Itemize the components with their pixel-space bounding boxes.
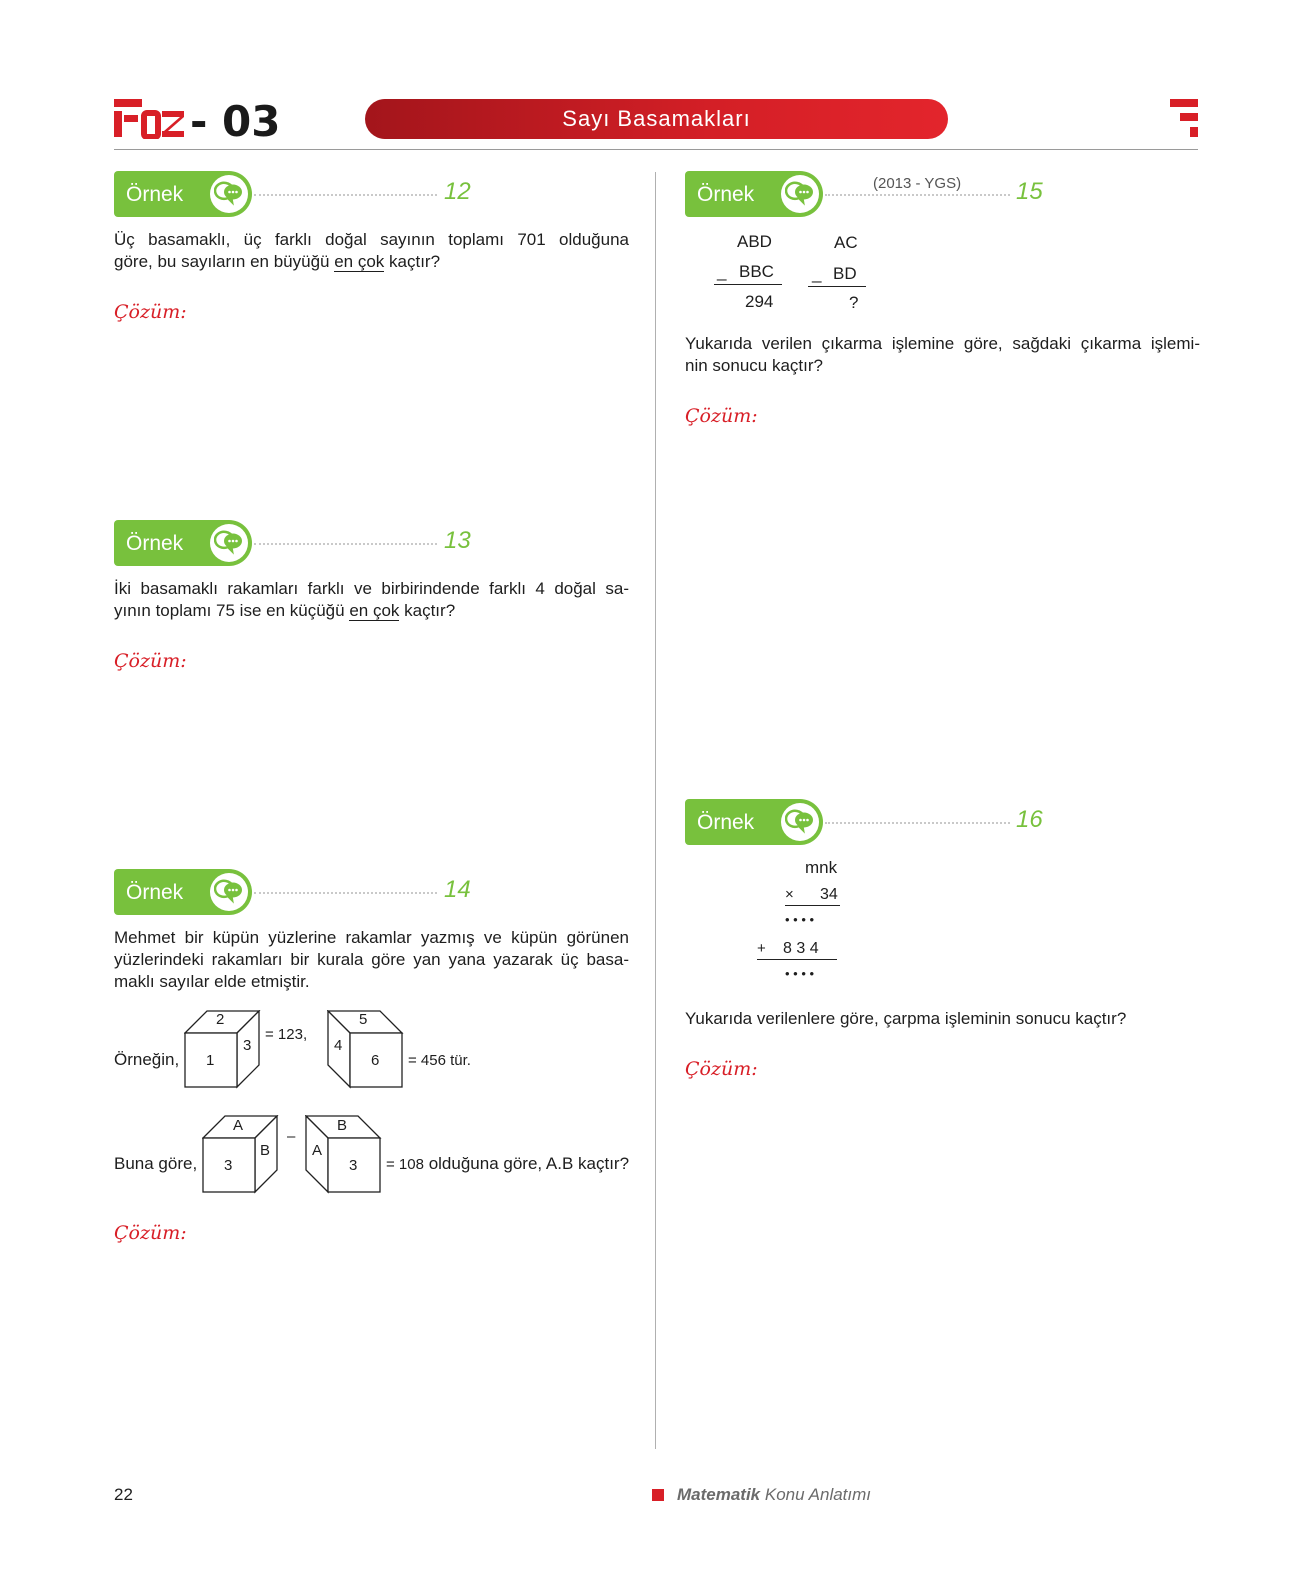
sum-line — [757, 959, 837, 960]
minus-sign: _ — [812, 264, 822, 283]
corner-logo-icon — [1170, 99, 1198, 139]
cube-side-value: 3 — [243, 1037, 252, 1054]
example-label: Örneğin, — [114, 1050, 180, 1069]
text-segment: kaçtır? — [384, 252, 441, 271]
badge-label: Örnek — [697, 183, 755, 206]
product-line — [785, 905, 840, 906]
example-badge — [114, 171, 252, 217]
logo-mark — [114, 99, 186, 139]
dotted-leader — [825, 194, 1010, 196]
cube-top-value: 5 — [359, 1011, 368, 1028]
minus-sign: – — [287, 1128, 296, 1145]
page-number: 22 — [114, 1485, 133, 1504]
subtraction-result: 294 — [745, 292, 774, 311]
solution-label: Çözüm: — [114, 650, 187, 672]
cube-result: = 123, — [265, 1026, 308, 1043]
question-line: nin sonucu kaçtır? — [685, 356, 823, 375]
times-sign: × — [785, 886, 794, 903]
underlined-text: en çok — [334, 252, 385, 271]
example-number: 12 — [444, 178, 471, 205]
dotted-leader — [254, 194, 437, 196]
solution-label: Çözüm: — [114, 301, 187, 323]
question-text: Yukarıda verilenlere göre, çarpma işleminin sonucu kaçtır? — [685, 1009, 1127, 1028]
cube-top-value: 2 — [216, 1011, 225, 1028]
badge-label: Örnek — [126, 183, 184, 206]
question-line: maklı sayılar elde etmiştir. — [114, 972, 310, 991]
example-number: 16 — [1016, 806, 1043, 833]
source-tag: (2013 - YGS) — [873, 175, 962, 192]
example-number: 15 — [1016, 178, 1043, 205]
column-divider — [655, 172, 656, 1449]
dotted-leader — [825, 822, 1010, 824]
badge-label: Örnek — [697, 811, 755, 834]
multiplicand: mnk — [805, 858, 838, 877]
subtraction-result: ? — [849, 293, 859, 312]
question-line: İki basamaklı rakamları farklı ve birbirindende farklı 4 doğal sa- — [114, 579, 629, 598]
cube-top-value: B — [337, 1117, 348, 1134]
partial-product: 8 3 4 — [783, 940, 819, 957]
question-line: Yukarıda verilen çıkarma işlemine göre, sağdaki çıkarma işlemi- — [685, 334, 1200, 353]
cube-side-value: 4 — [334, 1037, 343, 1054]
dotted-leader — [254, 892, 437, 894]
example-number: 13 — [444, 527, 471, 554]
question-line: Üç basamaklı, üç farklı doğal sayının toplamı 701 olduğuna — [114, 230, 629, 249]
equation-value: = 108 — [386, 1156, 424, 1173]
product-dots: • • • • — [785, 966, 815, 981]
question-line: Mehmet bir küpün yüzlerine rakamlar yazmış ve küpün görünen — [114, 928, 629, 947]
subtraction-top: AC — [834, 233, 858, 252]
question-text — [114, 927, 629, 993]
partial-product-dots: • • • • — [785, 912, 815, 927]
question-label: Buna göre, — [114, 1154, 198, 1173]
question-text — [114, 578, 629, 622]
dotted-leader — [254, 543, 437, 545]
sum-line — [714, 284, 782, 285]
speech-bubble-icon — [781, 803, 819, 841]
cube-front-value: 6 — [371, 1052, 380, 1069]
speech-bubble-icon — [210, 524, 248, 562]
footer-square-icon — [652, 1489, 664, 1501]
cube-front-value: 3 — [224, 1157, 233, 1174]
example-badge — [114, 869, 252, 915]
speech-bubble-icon — [210, 873, 248, 911]
question-line — [114, 251, 629, 273]
logo-number: - 03 — [190, 97, 281, 146]
subtraction-sub: BBC — [739, 262, 774, 281]
cube-top-value: A — [233, 1117, 244, 1134]
subtraction-top: ABD — [737, 232, 772, 251]
minus-sign: _ — [717, 262, 727, 281]
plus-sign: + — [757, 940, 766, 957]
speech-bubble-icon — [781, 175, 819, 213]
page-title: Sayı Basamakları — [365, 99, 948, 139]
question-line — [114, 600, 629, 622]
header-divider — [114, 149, 1198, 150]
multiplier: 34 — [820, 886, 838, 903]
solution-label: Çözüm: — [685, 405, 758, 427]
cube-result: = 456 tür. — [408, 1052, 471, 1069]
text-segment: olduğuna göre, A.B kaçtır? — [423, 1154, 630, 1173]
question-text — [685, 333, 1200, 377]
footer-brand — [677, 1485, 871, 1505]
example-number: 14 — [444, 876, 471, 903]
solution-label: Çözüm: — [685, 1058, 758, 1080]
sum-line — [808, 286, 866, 287]
subtraction-sub: BD — [833, 264, 857, 283]
brand-bold: Matematik — [677, 1485, 761, 1504]
question-line: yüzlerindeki rakamları bir kurala göre yan yana yazarak üç basa- — [114, 950, 629, 969]
cube-side-value: B — [260, 1142, 271, 1159]
text-segment: yının toplamı 75 ise en küçüğü — [114, 601, 350, 620]
brand-rest: Konu Anlatımı — [760, 1485, 872, 1504]
solution-label: Çözüm: — [114, 1222, 187, 1244]
example-badge — [685, 171, 823, 217]
example-badge — [685, 799, 823, 845]
text-segment: göre, bu sayıların en büyüğü — [114, 252, 335, 271]
question-text — [114, 229, 629, 273]
example-badge — [114, 520, 252, 566]
text-segment: kaçtır? — [399, 601, 456, 620]
question-tail — [386, 1154, 629, 1174]
header — [0, 0, 1303, 150]
speech-bubble-icon — [210, 175, 248, 213]
badge-label: Örnek — [126, 532, 184, 555]
badge-label: Örnek — [126, 881, 184, 904]
underlined-text: en çok — [349, 601, 400, 620]
cube-front-value: 3 — [349, 1157, 358, 1174]
cube-side-value: A — [312, 1142, 323, 1159]
cube-front-value: 1 — [206, 1052, 215, 1069]
